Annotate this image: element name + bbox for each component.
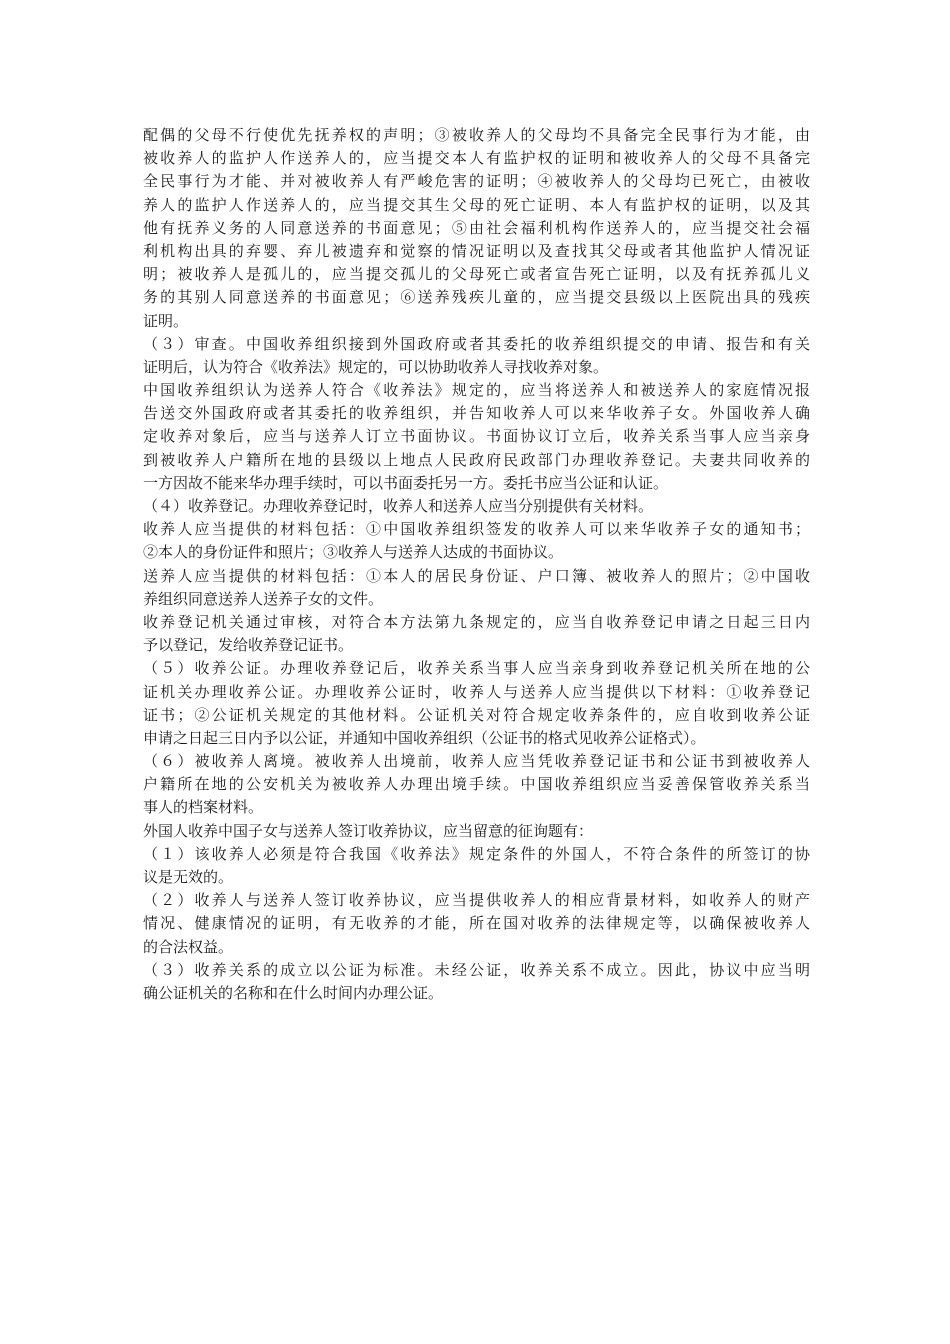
text-line: 证明后，认为符合《收养法》规定的，可以协助收养人寻找收养对象。	[143, 357, 609, 376]
text-line: 中国收养组织认为送养人符合《收养法》规定的，应当将送养人和被送养人的家庭情况报	[143, 381, 810, 400]
text-line: 议是无效的。	[143, 868, 234, 886]
text-line: （５）收养公证。办理收养登记后，收养关系当事人应当亲身到收养登记机关所在地的公	[143, 659, 810, 678]
text-line: （１）该收养人必须是符合我国《收养法》规定条件的外国人，不符合条件的所签订的协	[143, 844, 810, 863]
text-line: （２）收养人与送养人签订收养协议，应当提供收养人的相应背景材料，如收养人的财产	[143, 891, 810, 910]
text-line: 务的其别人同意送养的书面意见；⑥送养残疾儿童的，应当提交县级以上医院出具的残疾	[143, 288, 810, 307]
text-line: 予以登记，发给收养登记证书。	[143, 636, 354, 655]
text-line: （６）被收养人离境。被收养人出境前，收养人应当凭收养登记证书和公证书到被收养人	[143, 752, 810, 771]
text-line: 养人的监护人作送养人的，应当提交其生父母的死亡证明、本人有监护权的证明，以及其	[143, 195, 810, 214]
document-body	[143, 124, 810, 1005]
text-line: 养组织同意送养人送养子女的文件。	[143, 589, 384, 608]
text-line: 情况、健康情况的证明，有无收养的才能，所在国对收养的法律规定等，以确保被收养人	[143, 914, 810, 933]
text-line: 告送交外国政府或者其委托的收养组织，并告知收养人可以来华收养子女。外国收养人确	[143, 404, 810, 423]
text-line: 收养人应当提供的材料包括：①中国收养组织签发的收养人可以来华收养子女的通知书；	[143, 520, 810, 539]
text-line: 收养登记机关通过审核，对符合本方法第九条规定的，应当自收养登记申请之日起三日内	[143, 612, 810, 631]
text-line: （３）审查。中国收养组织接到外国政府或者其委托的收养组织提交的申请、报告和有关	[143, 334, 810, 353]
text-line: 证机关办理收养公证。办理收养公证时，收养人与送养人应当提供以下材料：①收养登记	[143, 682, 810, 701]
text-line: 到被收养人户籍所在地的县级以上地点人民政府民政部门办理收养登记。夫妻共同收养的	[143, 450, 810, 469]
text-line: （４）收养登记。办理收养登记时，收养人和送养人应当分别提供有关材料。	[143, 497, 654, 515]
text-line: 证明。	[143, 311, 189, 330]
text-line: 申请之日起三日内予以公证，并通知中国收养组织（公证书的格式见收养公证格式）。	[143, 728, 706, 747]
text-line: 户籍所在地的公安机关为被收养人办理出境手续。中国收养组织应当妥善保管收养关系当	[143, 775, 810, 794]
text-line: 证书；②公证机关规定的其他材料。公证机关对符合规定收养条件的，应自收到收养公证	[143, 705, 810, 724]
text-line: 确公证机关的名称和在什么时间内办理公证。	[143, 983, 444, 1002]
text-line: 送养人应当提供的材料包括：①本人的居民身份证、户口簿、被收养人的照片；②中国收	[143, 566, 810, 585]
text-line: 事人的档案材料。	[143, 798, 264, 817]
text-line: 被收养人的监护人作送养人的，应当提交本人有监护权的证明和被收养人的父母不具备完	[143, 149, 810, 168]
text-line: 外国人收养中国子女与送养人签订收养协议，应当留意的征询题有：	[143, 821, 594, 840]
text-line: ②本人的身份证件和照片；③收养人与送养人达成的书面协议。	[143, 543, 564, 562]
text-line: 一方因故不能来华办理手续时，可以书面委托另一方。委托书应当公证和认证。	[143, 473, 669, 492]
text-line: 配偶的父母不行使优先抚养权的声明；③被收养人的父母均不具备完全民事行为才能，由	[143, 126, 810, 144]
text-line: 全民事行为才能、并对被收养人有严峻危害的证明；④被收养人的父母均已死亡，由被收	[143, 172, 810, 191]
text-line: 定收养对象后，应当与送养人订立书面协议。书面协议订立后，收养关系当事人应当亲身	[143, 427, 810, 446]
text-line: 明；被收养人是孤儿的，应当提交孤儿的父母死亡或者宣告死亡证明，以及有抚养孤儿义	[143, 265, 810, 284]
text-line: 的合法权益。	[143, 937, 234, 956]
text-line: （３）收养关系的成立以公证为标准。未经公证，收养关系不成立。因此，协议中应当明	[143, 960, 810, 979]
text-line: 他有抚养义务的人同意送养的书面意见；⑤由社会福利机构作送养人的，应当提交社会福	[143, 218, 810, 237]
text-line: 利机构出具的弃婴、弃儿被遗弃和觉察的情况证明以及查找其父母或者其他监护人情况证	[143, 241, 810, 260]
